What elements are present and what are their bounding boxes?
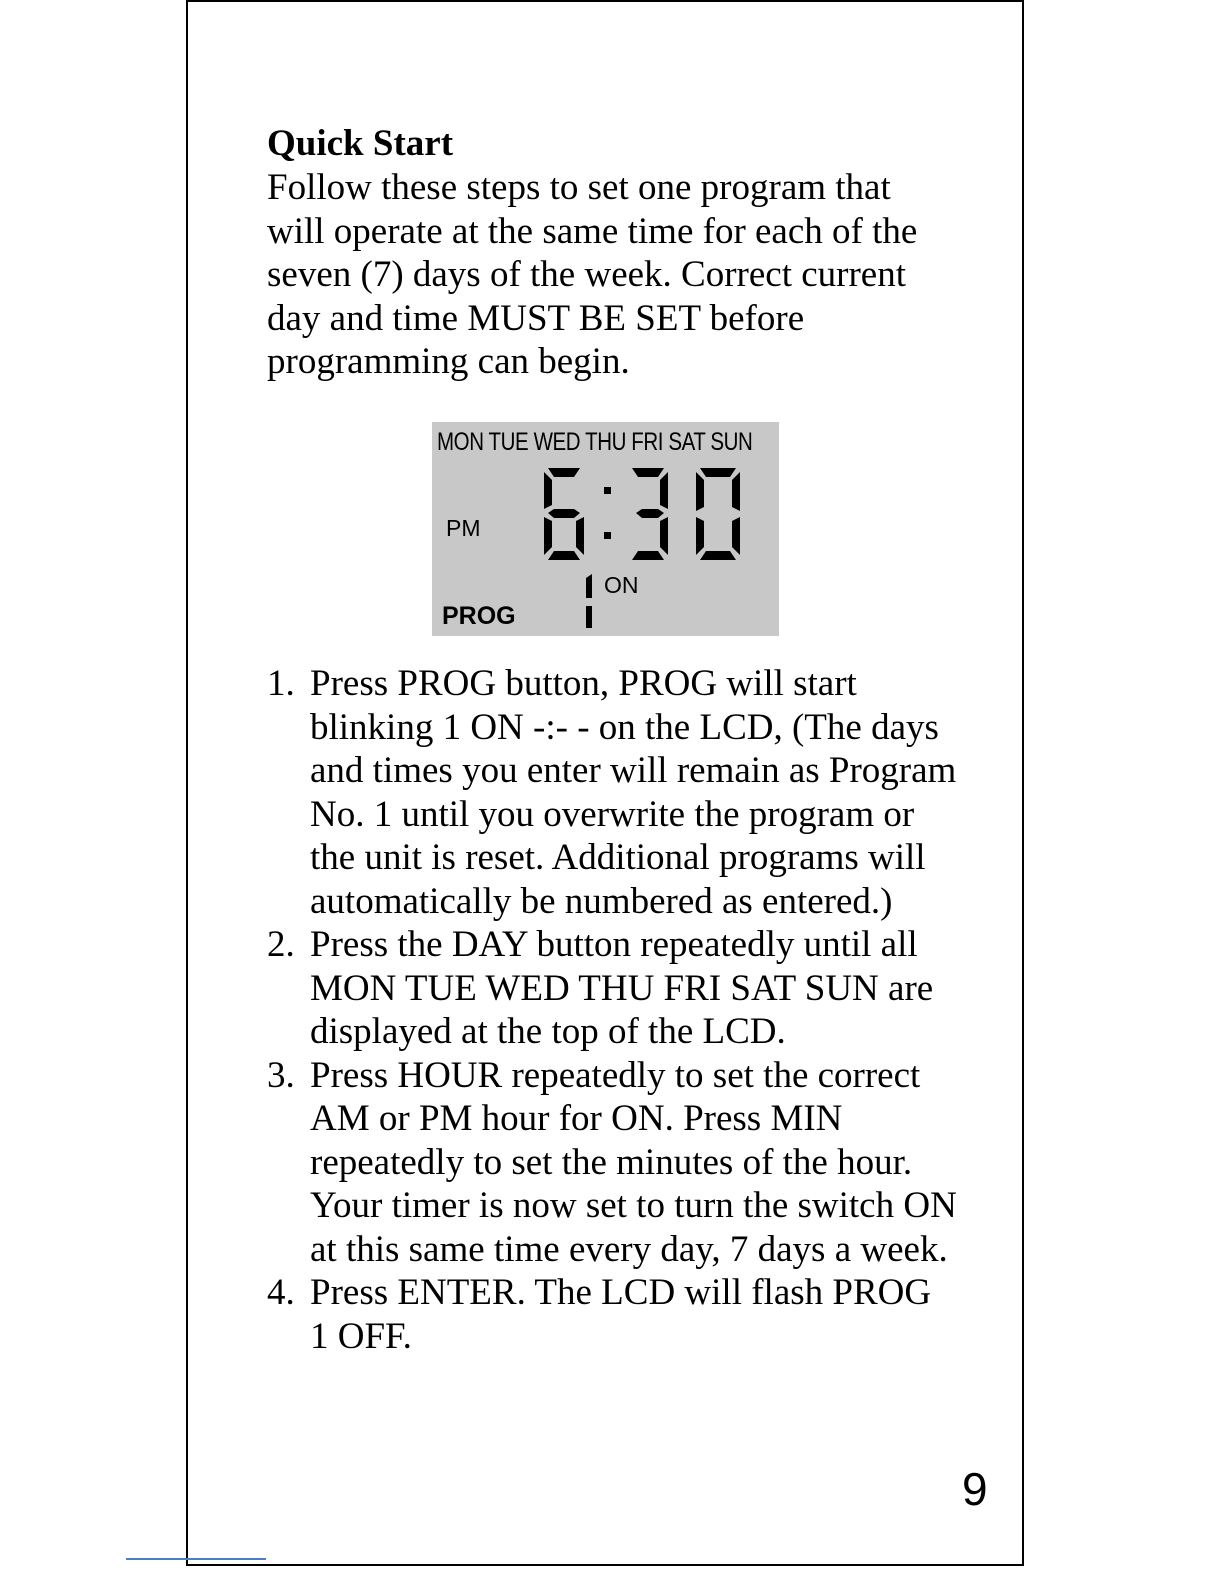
step-text: Press HOUR repeatedly to set the correct AM or PM hour for ON. Press MIN repeatedly to set the minutes of the hour. Your timer is now set to turn the switch ON at this same time every day, 7 days a week. — [310, 1054, 957, 1270]
step-number: 4. — [267, 1272, 295, 1313]
list-item — [267, 662, 957, 923]
lcd-pm-indicator: PM — [446, 515, 481, 541]
step-text: Press the DAY button repeatedly until all MON TUE WED THU FRI SAT SUN are displayed at the top of the LCD. — [310, 924, 934, 1052]
lcd-time-digits — [536, 465, 756, 565]
lcd-prog-indicator: PROG — [442, 602, 516, 630]
steps-list — [267, 662, 957, 1358]
lcd-display — [432, 422, 779, 636]
lcd-on-indicator: ON — [604, 572, 639, 598]
page-number: 9 — [962, 1463, 988, 1515]
intro-paragraph: Follow these steps to set one program that will operate at the same time for each of the seven (7) days of the week. Correct current day and time MUST BE SET before programming can begin. — [267, 167, 918, 382]
lcd-program-number — [582, 574, 594, 630]
list-item — [267, 1271, 957, 1358]
lcd-day-row: MON TUE WED THU FRI SAT SUN — [437, 428, 753, 456]
margin-rule — [126, 1558, 266, 1560]
list-item — [267, 1054, 957, 1272]
step-number: 1. — [267, 663, 295, 704]
list-item — [267, 923, 957, 1054]
step-text: Press ENTER. The LCD will flash PROG 1 OFF. — [310, 1272, 932, 1357]
step-number: 2. — [267, 924, 295, 965]
quick-start-section — [267, 122, 957, 384]
section-heading: Quick Start — [267, 123, 454, 164]
step-text: Press PROG button, PROG will start blinking 1 ON -:- - on the LCD, (The days and times you enter will remain as Program No. 1 until you overwrite the program or the unit is reset. Additional programs will automatically be numbered as entered.) — [310, 663, 957, 922]
step-number: 3. — [267, 1054, 295, 1096]
